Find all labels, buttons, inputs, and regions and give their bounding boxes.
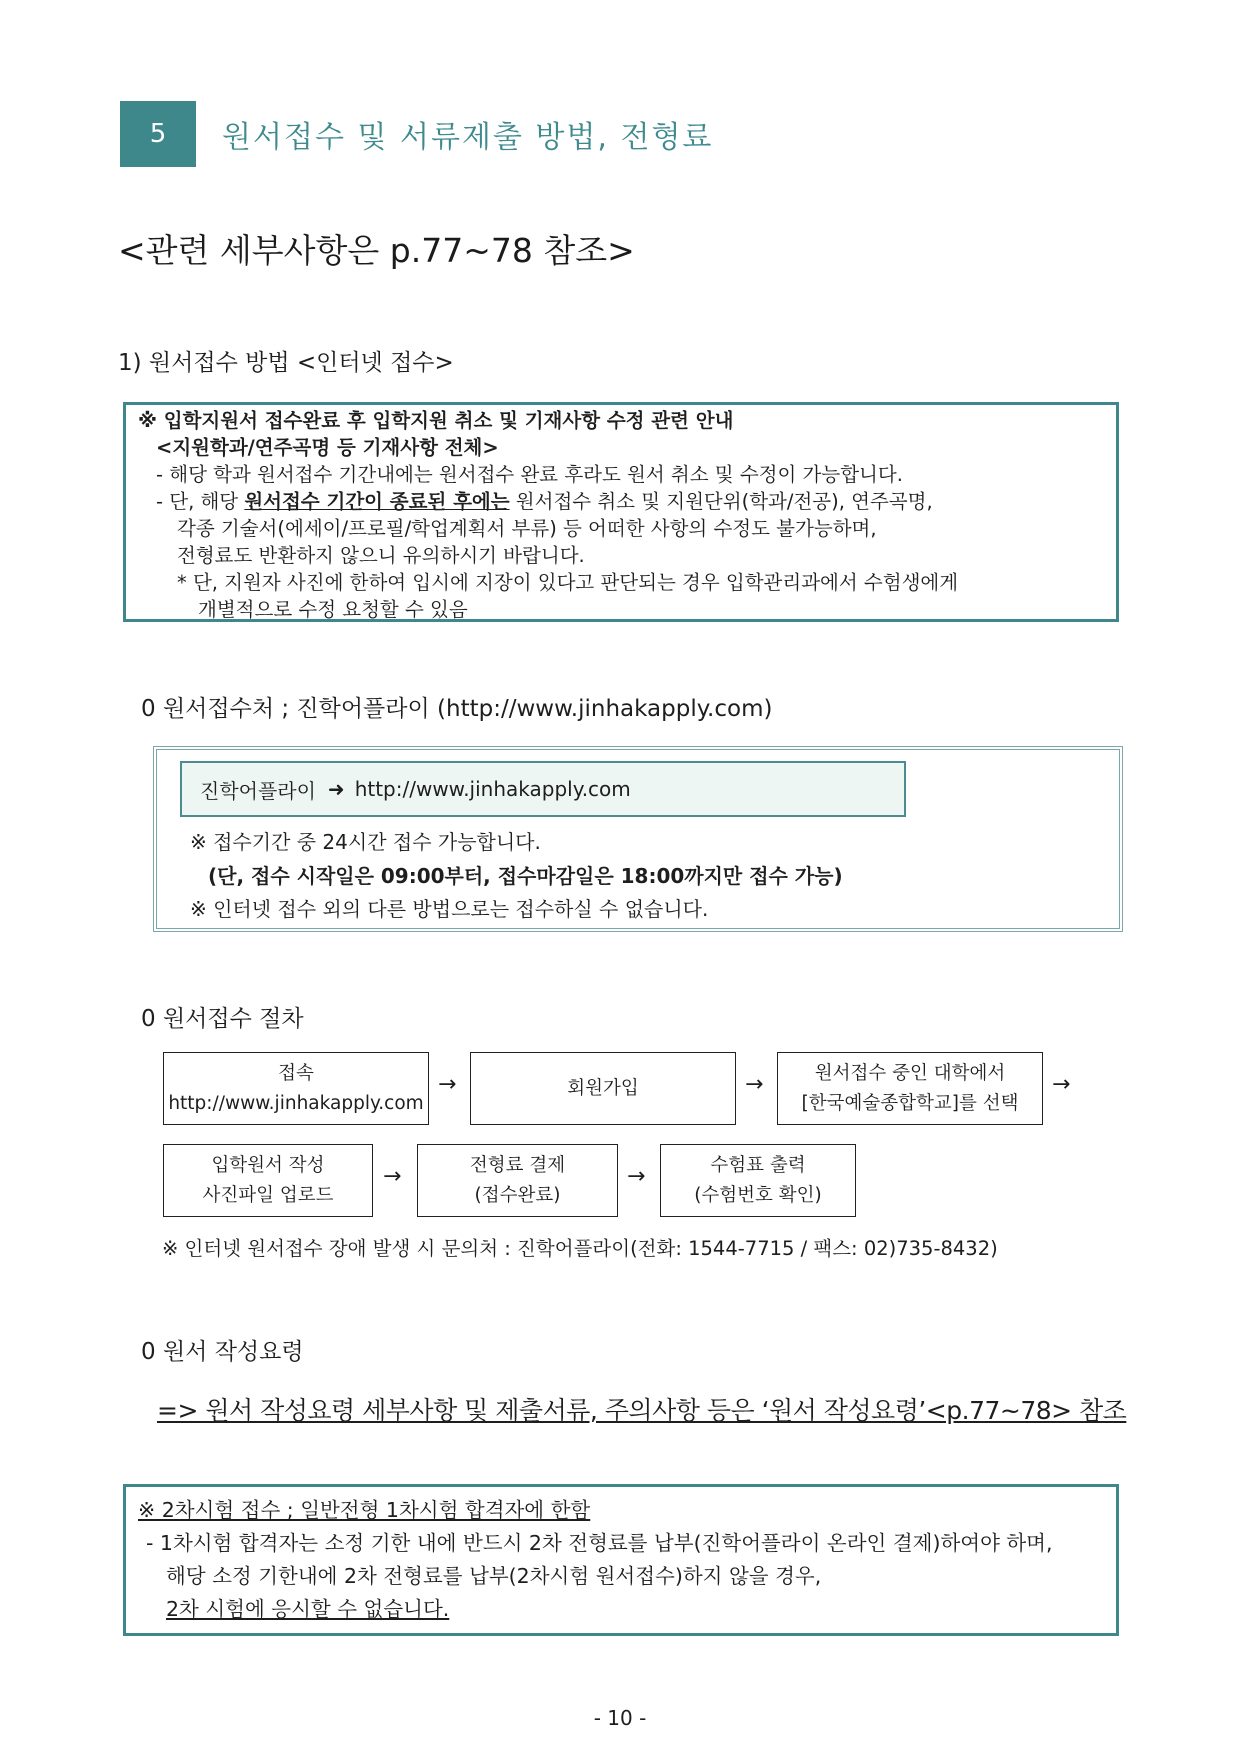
writing-heading: 0 원서 작성요령 xyxy=(141,1339,304,1365)
notice-line: 전형료도 반환하지 않으니 유의하시기 바랍니다. xyxy=(177,544,585,567)
section-number: 5 xyxy=(120,101,196,167)
arrow-icon: → xyxy=(438,1072,457,1097)
link-url[interactable]: http://www.jinhakapply.com xyxy=(354,777,631,801)
sub-heading: 1) 원서접수 방법 <인터넷 접수> xyxy=(118,350,454,376)
link-name: 진학어플라이 xyxy=(200,778,316,803)
step-connect: 접속 http://www.jinhakapply.com xyxy=(163,1052,429,1125)
arrow-right-icon: ➜ xyxy=(327,777,345,801)
notice2-line: 해당 소정 기한내에 2차 전형료를 납부(2차시험 원서접수)하지 않을 경우, xyxy=(166,1564,822,1588)
arrow-icon: → xyxy=(745,1072,764,1097)
step-write-application: 입학원서 작성 사진파일 업로드 xyxy=(163,1144,373,1217)
notice2-line: 2차 시험에 응시할 수 없습니다. xyxy=(166,1597,450,1621)
notice-line: - 단, 해당 원서접수 기간이 종료된 후에는 원서접수 취소 및 지원단위(학과/전공), 연주곡명, xyxy=(156,490,933,513)
writing-reference: => 원서 작성요령 세부사항 및 제출서류, 주의사항 등은 ‘원서 작성요령’<p.77~78> 참조 xyxy=(157,1396,1127,1425)
notice-title: ※ 입학지원서 접수완료 후 입학지원 취소 및 기재사항 수정 관련 안내 xyxy=(138,409,734,432)
apply-site-heading: 0 원서접수처 ; 진학어플라이 (http://www.jinhakapply.com) xyxy=(141,696,773,722)
notice-line: 개별적으로 수정 요청할 수 있음 xyxy=(198,598,468,621)
arrow-icon: → xyxy=(627,1164,646,1189)
procedure-heading: 0 원서접수 절차 xyxy=(141,1006,304,1032)
notice-subtitle: <지원학과/연주곡명 등 기재사항 전체> xyxy=(156,436,499,459)
notice-line: - 해당 학과 원서접수 기간내에는 원서접수 완료 후라도 원서 취소 및 수정이 가능합니다. xyxy=(156,463,903,486)
section-title: 원서접수 및 서류제출 방법, 전형료 xyxy=(222,120,714,155)
apply-note-bold: (단, 접수 시작일은 09:00부터, 접수마감일은 18:00까지만 접수 가능) xyxy=(208,864,843,888)
apply-note: ※ 인터넷 접수 외의 다른 방법으로는 접수하실 수 없습니다. xyxy=(190,897,709,921)
contact-note: ※ 인터넷 원서접수 장애 발생 시 문의처 : 진학어플라이(전화: 1544-7715 / 팩스: 02)735-8432) xyxy=(162,1237,998,1260)
notice2-line: - 1차시험 합격자는 소정 기한 내에 반드시 2차 전형료를 납부(진학어플라이 온라인 결제)하여야 하며, xyxy=(146,1531,1053,1555)
notice-line: * 단, 지원자 사진에 한하여 입시에 지장이 있다고 판단되는 경우 입학관리과에서 수험생에게 xyxy=(177,571,959,594)
apply-note: ※ 접수기간 중 24시간 접수 가능합니다. xyxy=(190,830,541,854)
notice2-title: ※ 2차시험 접수 ; 일반전형 1차시험 합격자에 한함 xyxy=(138,1498,591,1522)
notice-emphasis: 원서접수 기간이 종료된 후에는 xyxy=(244,490,510,513)
notice-line: 각종 기술서(에세이/프로필/학업계획서 부류) 등 어떠한 사항의 수정도 불가능하며, xyxy=(177,517,877,540)
second-exam-notice-box xyxy=(123,1484,1119,1636)
arrow-icon: → xyxy=(383,1164,402,1189)
page-number: - 10 - xyxy=(593,1706,647,1730)
arrow-icon: → xyxy=(1052,1072,1071,1097)
step-payment: 전형료 결제 (접수완료) xyxy=(417,1144,618,1217)
apply-link-box[interactable] xyxy=(180,761,906,817)
step-signup: 회원가입 xyxy=(470,1052,736,1125)
reference-heading: <관련 세부사항은 p.77~78 참조> xyxy=(118,231,635,270)
step-select-university: 원서접수 중인 대학에서 [한국예술종합학교]를 선택 xyxy=(777,1052,1043,1125)
step-print-ticket: 수험표 출력 (수험번호 확인) xyxy=(660,1144,856,1217)
cancellation-notice-box xyxy=(123,402,1119,622)
